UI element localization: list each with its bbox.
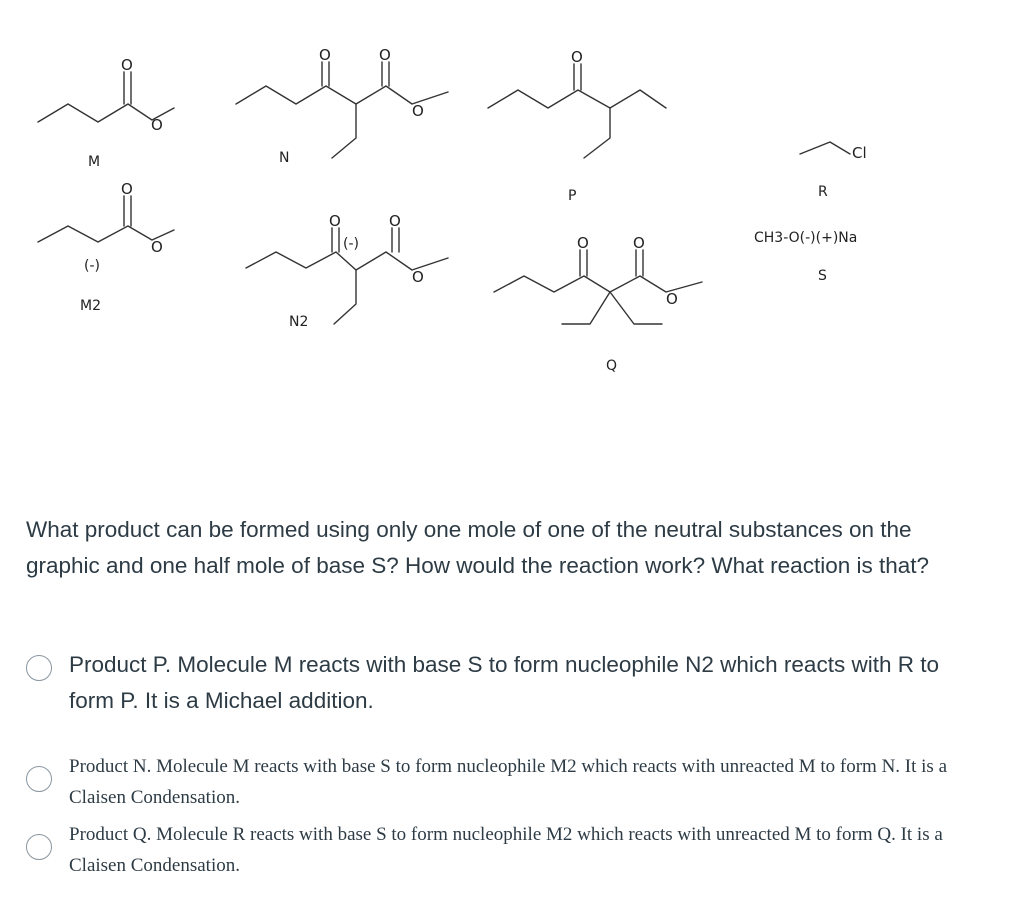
charge-label: (-) xyxy=(84,258,100,274)
answer-option-label: Product P. Molecule M reacts with base S to form nucleophile N2 which reacts with R to form P. It is a Michael addition. xyxy=(69,652,939,713)
molecule-m xyxy=(38,56,174,170)
answer-option-2[interactable] xyxy=(26,751,986,813)
atom-oxygen: O xyxy=(633,234,645,252)
molecule-p-label: P xyxy=(568,188,577,204)
molecule-q xyxy=(494,234,702,374)
atom-oxygen: O xyxy=(121,56,133,74)
molecule-n2-label: N2 xyxy=(289,314,309,330)
charge-label: (-) xyxy=(343,236,359,252)
radio-button[interactable] xyxy=(26,655,52,681)
atom-oxygen: O xyxy=(412,268,424,286)
answer-option-3[interactable] xyxy=(26,819,986,881)
molecule-n-label: N xyxy=(279,150,290,166)
answer-option-label: Product N. Molecule M reacts with base S to form nucleophile M2 which reacts with unreacted M to form N. It is a Claisen Condensation. xyxy=(69,756,948,808)
molecule-q-label: Q xyxy=(606,358,618,374)
radio-button[interactable] xyxy=(26,834,52,860)
molecule-p xyxy=(488,48,666,204)
atom-oxygen: O xyxy=(666,290,678,308)
atom-oxygen: O xyxy=(571,48,583,66)
atom-oxygen: O xyxy=(577,234,589,252)
molecule-s-label: S xyxy=(818,268,827,284)
atom-oxygen: O xyxy=(389,212,401,230)
atom-oxygen: O xyxy=(151,116,163,134)
atom-oxygen: O xyxy=(121,180,133,198)
molecule-r-label: R xyxy=(818,184,828,200)
atom-oxygen: O xyxy=(412,102,424,120)
atom-oxygen: O xyxy=(379,46,391,64)
molecule-m2-label: M2 xyxy=(80,298,101,314)
atom-chlorine: Cl xyxy=(852,144,867,162)
base-s-formula: CH3-O(-)(+)Na xyxy=(754,230,858,246)
molecule-r xyxy=(800,142,867,200)
molecule-n2 xyxy=(246,212,448,330)
chemistry-structures-figure xyxy=(0,0,1024,400)
atom-oxygen: O xyxy=(151,238,163,256)
answer-option-1[interactable] xyxy=(26,647,986,719)
atom-oxygen: O xyxy=(329,212,341,230)
base-s xyxy=(754,230,857,284)
radio-button[interactable] xyxy=(26,766,52,792)
question-text: What product can be formed using only one mole of one of the neutral substances on the graphic and one half mole of base S? How would the reaction work? What reaction is that? xyxy=(26,517,930,578)
molecule-m2 xyxy=(38,180,174,314)
atom-oxygen: O xyxy=(319,46,331,64)
molecule-n xyxy=(236,46,448,166)
answer-option-label: Product Q. Molecule R reacts with base S to form nucleophile M2 which reacts with unreacted M to form Q. It is a Claisen Condensation. xyxy=(69,824,943,876)
molecule-m-label: M xyxy=(88,154,101,170)
